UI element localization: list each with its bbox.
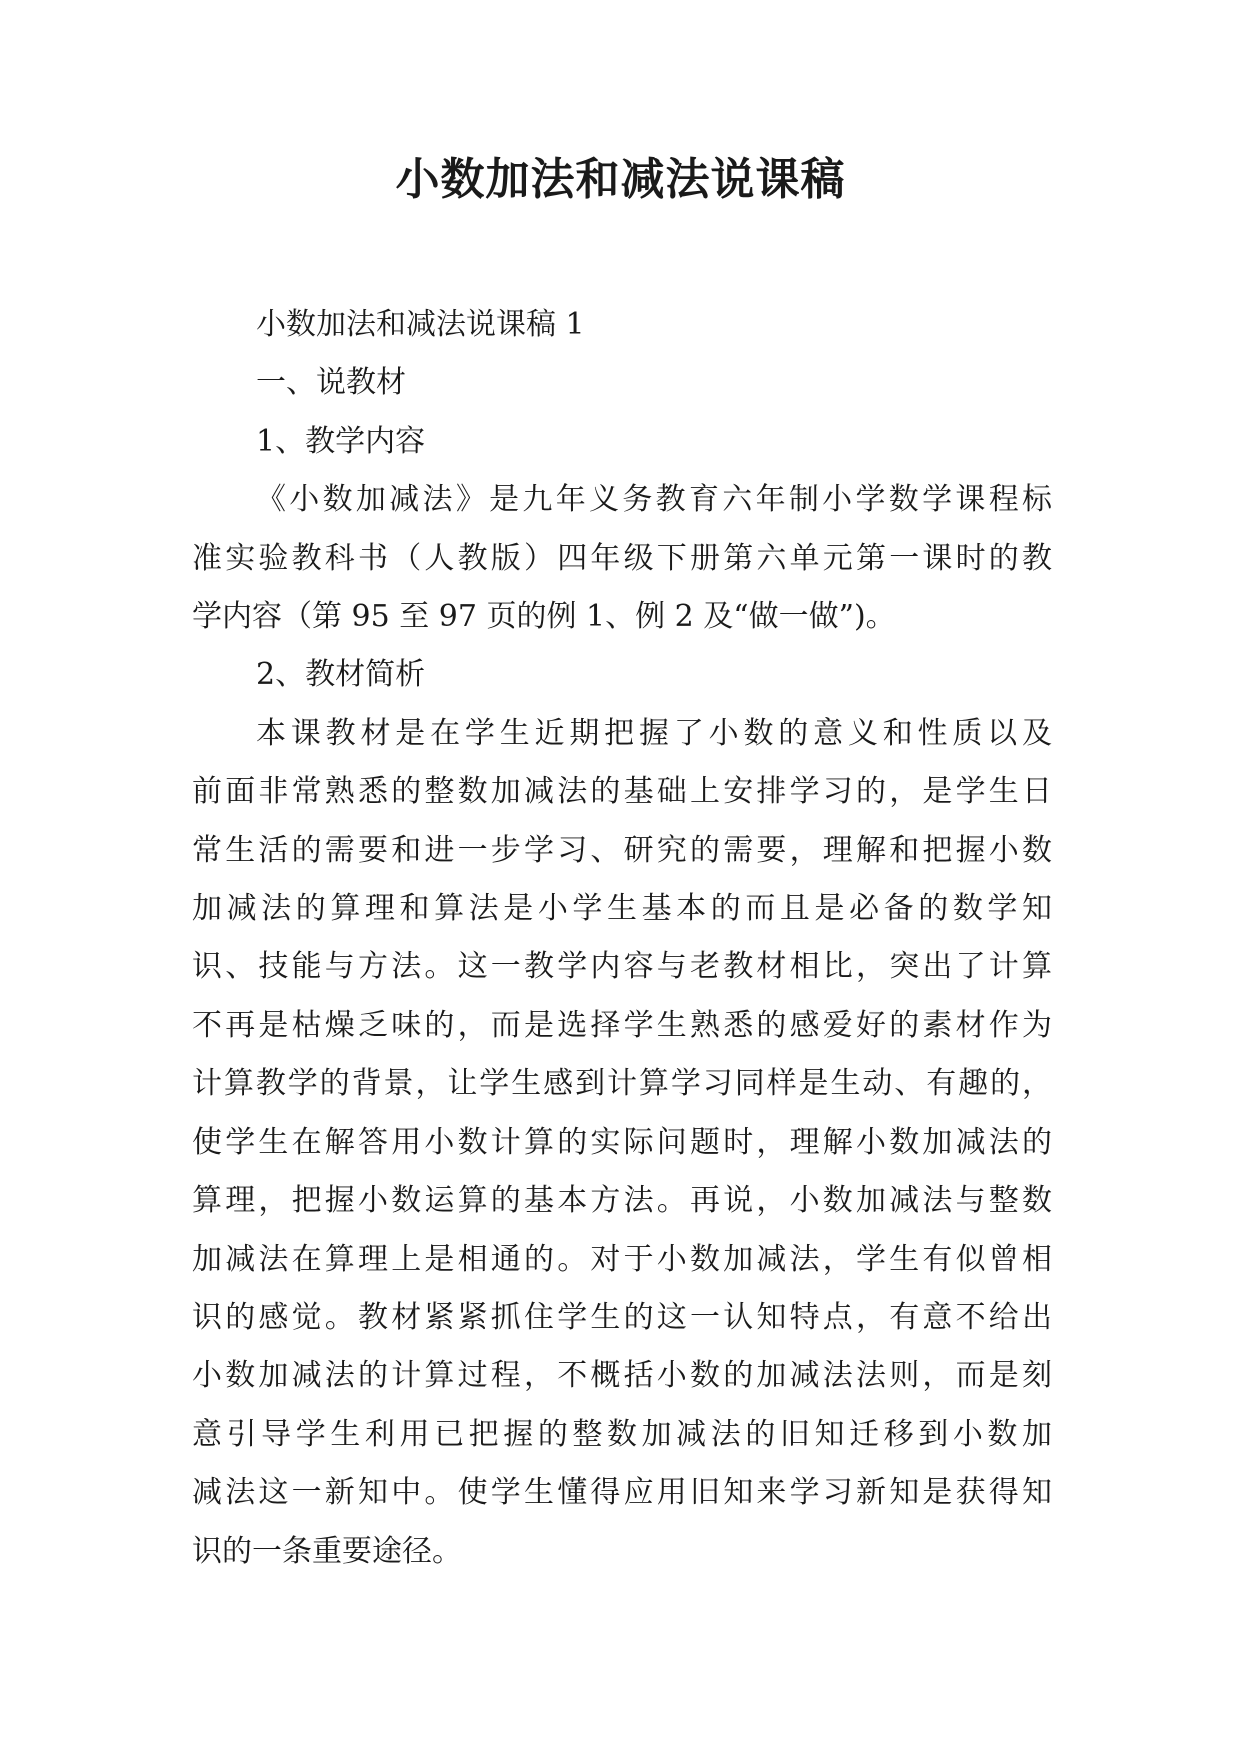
paragraph-line: 识的感觉。教材紧紧抓住学生的这一认知特点，有意不给出 bbox=[192, 1299, 1052, 1335]
paragraph-line: 意引导学生利用已把握的整数加减法的旧知迁移到小数加 bbox=[192, 1416, 1052, 1452]
paragraph-line: 加减法的算理和算法是小学生基本的而且是必备的数学知 bbox=[192, 891, 1052, 927]
document-body bbox=[192, 296, 1052, 1581]
subsection-heading: 2、教材简析 bbox=[256, 657, 426, 693]
paragraph-line: 加减法在算理上是相通的。对于小数加减法，学生有似曾相 bbox=[192, 1241, 1052, 1277]
paragraph-line: 减法这一新知中。使学生懂得应用旧知来学习新知是获得知 bbox=[192, 1475, 1052, 1511]
paragraph-line: 识的一条重要途径。 bbox=[192, 1533, 462, 1569]
paragraph-line: 小数加减法的计算过程，不概括小数的加减法法则，而是刻 bbox=[192, 1358, 1052, 1394]
page-title: 小数加法和减法说课稿 bbox=[395, 154, 846, 205]
paragraph-line: 前面非常熟悉的整数加减法的基础上安排学习的，是学生日 bbox=[192, 774, 1052, 810]
paragraph-line: 识、技能与方法。这一教学内容与老教材相比，突出了计算 bbox=[192, 949, 1052, 985]
section-heading: 一、说教材 bbox=[256, 365, 406, 401]
paragraph-line: 准实验教科书（人教版）四年级下册第六单元第一课时的教 bbox=[192, 540, 1052, 576]
paragraph-line: 使学生在解答用小数计算的实际问题时，理解小数加减法的 bbox=[192, 1124, 1052, 1160]
subsection-heading: 1、教学内容 bbox=[256, 423, 426, 459]
paragraph-line: 《小数加减法》是九年义务教育六年制小学数学课程标 bbox=[256, 482, 1052, 518]
paragraph-line: 学内容（第 95 至 97 页的例 1、例 2 及“做一做”)。 bbox=[192, 599, 896, 635]
section-heading: 小数加法和减法说课稿 1 bbox=[256, 307, 585, 342]
paragraph-line: 常生活的需要和进一步学习、研究的需要，理解和把握小数 bbox=[192, 832, 1052, 868]
paragraph-line: 算理，把握小数运算的基本方法。再说，小数加减法与整数 bbox=[192, 1183, 1052, 1219]
paragraph-line: 计算教学的背景，让学生感到计算学习同样是生动、有趣的， bbox=[192, 1066, 1052, 1102]
paragraph-line: 本课教材是在学生近期把握了小数的意义和性质以及 bbox=[256, 715, 1052, 751]
paragraph-line: 不再是枯燥乏味的，而是选择学生熟悉的感爱好的素材作为 bbox=[192, 1007, 1052, 1043]
